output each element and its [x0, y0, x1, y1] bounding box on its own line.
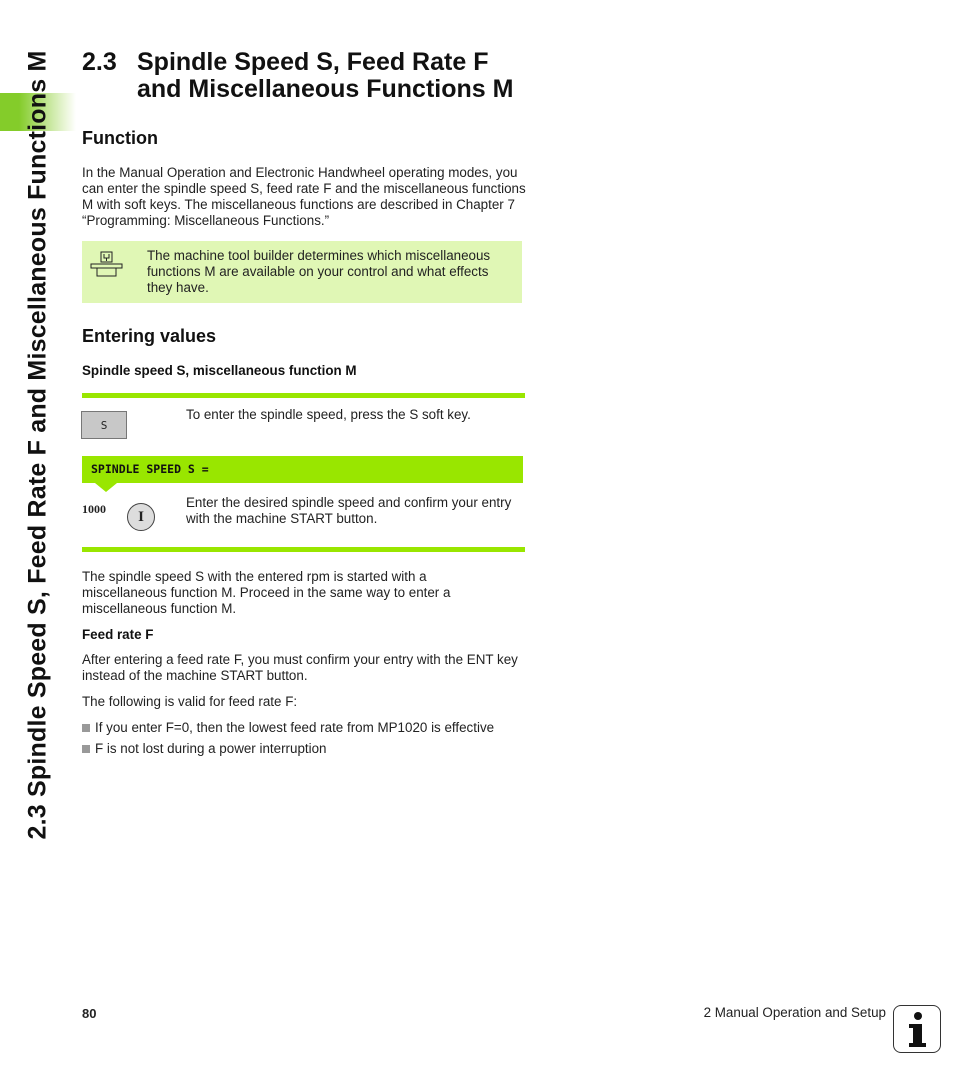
- bullet-text: If you enter F=0, then the lowest feed rate from MP1020 is effective: [95, 720, 495, 735]
- page-number: 80: [82, 1006, 97, 1021]
- function-paragraph: In the Manual Operation and Electronic Handwheel operating modes, you can enter the spindle speed S, feed rate F and the miscellaneous functions M with soft keys. The miscellaneous functions are described in Chapter 7 “Programming: Miscellaneous Functions.”: [82, 165, 526, 228]
- bullet-text: F is not lost during a power interruption: [95, 741, 327, 756]
- bullet-icon: [82, 724, 90, 732]
- step1-text: To enter the spindle speed, press the S soft key.: [186, 407, 471, 422]
- title-line-1: Spindle Speed S, Feed Rate F: [137, 48, 489, 76]
- bullet-icon: [82, 745, 90, 753]
- section-number: 2.3: [82, 48, 117, 76]
- prompt-pointer: [95, 483, 117, 492]
- step2-text: Enter the desired spindle speed and confirm your entry with the machine START button.: [186, 495, 512, 526]
- dialog-prompt: SPINDLE SPEED S =: [82, 456, 523, 483]
- machine-start-button[interactable]: I: [127, 503, 155, 531]
- machine-builder-icon: [90, 251, 124, 279]
- bullet-item: [82, 741, 326, 757]
- feed-rate-subheading: Feed rate F: [82, 627, 154, 642]
- input-value: 1000: [82, 502, 106, 516]
- after-paragraph: The spindle speed S with the entered rpm is started with a miscellaneous function M. Proceed in the same way to enter a miscellaneous function M.: [82, 569, 451, 616]
- side-running-title: 2.3 Spindle Speed S, Feed Rate F and Miscellaneous Functions M: [23, 50, 52, 840]
- spindle-subheading: Spindle speed S, miscellaneous function M: [82, 363, 357, 378]
- divider-top: [82, 393, 525, 398]
- feed-paragraph: After entering a feed rate F, you must confirm your entry with the ENT key instead of the machine START button.: [82, 652, 518, 683]
- note-text: The machine tool builder determines which miscellaneous functions M are available on your control and what effects they have.: [147, 248, 491, 295]
- divider-bottom: [82, 547, 525, 552]
- s-soft-key[interactable]: S: [81, 411, 127, 439]
- title-line-2: and Miscellaneous Functions M: [137, 75, 514, 103]
- footer-chapter: 2 Manual Operation and Setup: [703, 1005, 886, 1020]
- entering-values-heading: Entering values: [82, 326, 217, 346]
- valid-paragraph: The following is valid for feed rate F:: [82, 694, 298, 709]
- note-box: [82, 241, 522, 303]
- bullet-item: [82, 720, 494, 736]
- function-heading: Function: [82, 128, 158, 148]
- info-icon: [893, 1005, 941, 1053]
- section-title: [137, 49, 513, 103]
